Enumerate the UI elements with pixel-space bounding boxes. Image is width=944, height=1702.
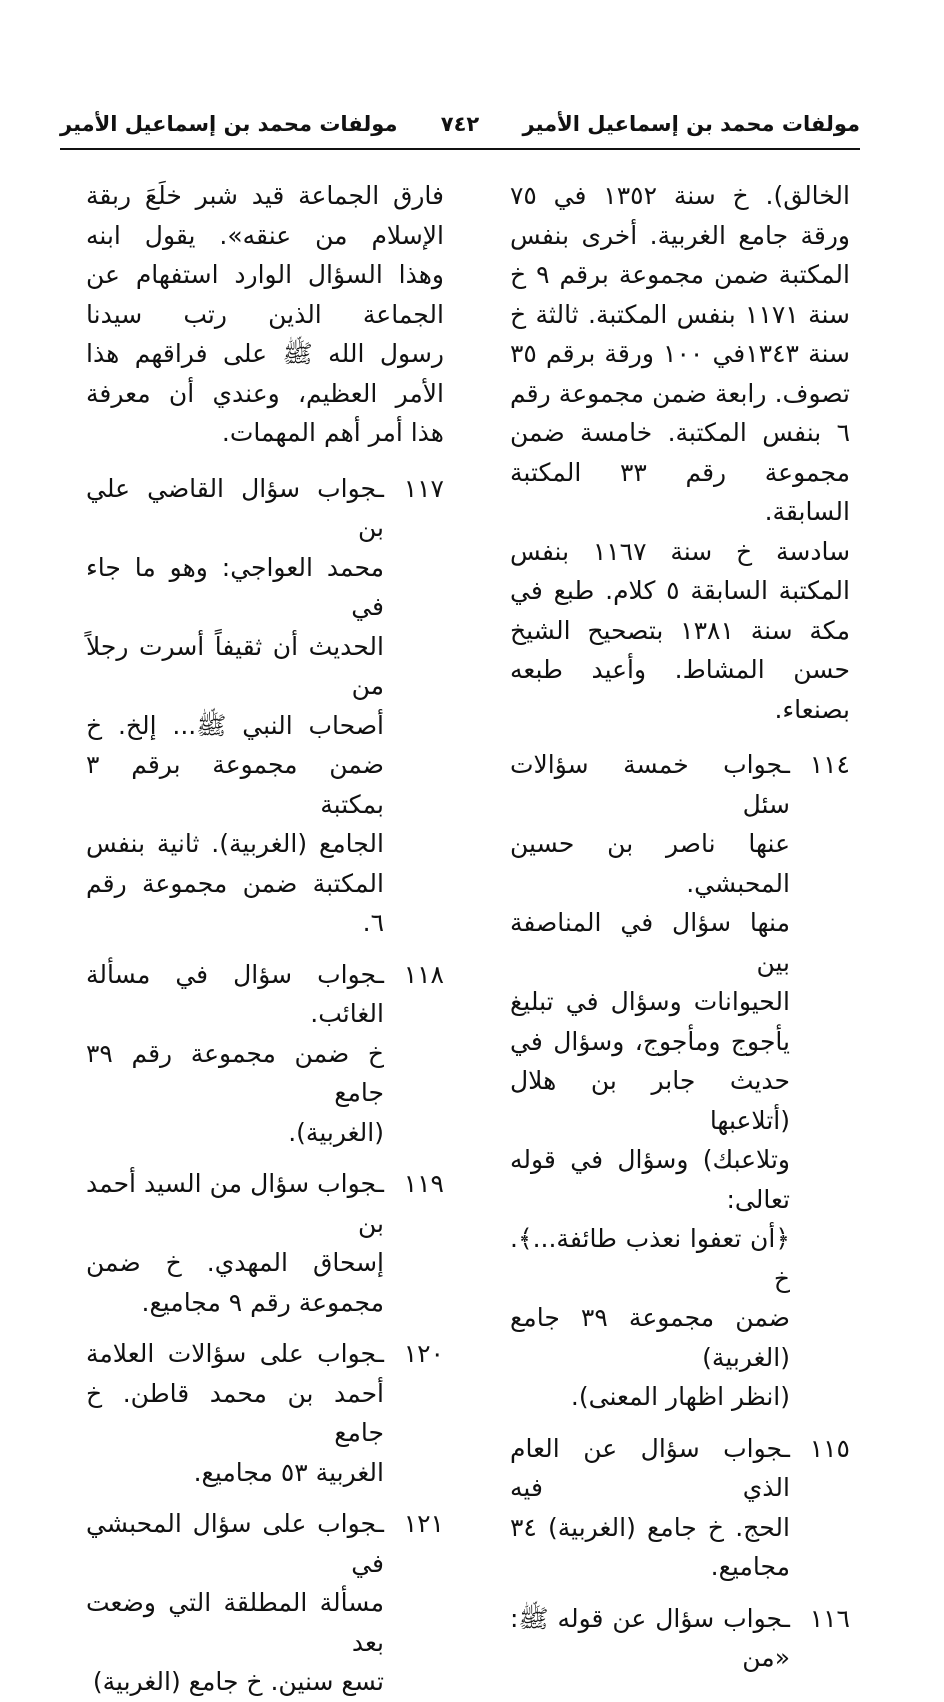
- text-line: مسألة المطلقة التي وضعت بعد: [86, 1588, 384, 1657]
- entry-body: [86, 1374, 444, 1493]
- text-line: رسول الله ﷺ على فراقهم هذا: [86, 339, 444, 368]
- running-title-left: مولفات محمد بن إسماعيل الأمير: [60, 112, 398, 136]
- entry-heading: [510, 1599, 850, 1678]
- entry-number: ١١٨: [403, 959, 444, 989]
- header-rule: [60, 148, 860, 150]
- entry-number: ١١٧: [403, 473, 444, 503]
- page-number: ٧٤٢: [440, 112, 480, 136]
- entry-title: ـجواب سؤال عن العام الذي فيه: [510, 1433, 790, 1502]
- right-column: [510, 176, 851, 1672]
- text-line: (الغربية).: [288, 1117, 384, 1147]
- continuation-text: [86, 176, 444, 453]
- entry-number: ١١٩: [403, 1169, 444, 1198]
- bibliography-entry: [510, 1599, 850, 1678]
- text-line: تصوف. رابعة ضمن مجموعة رقم: [510, 378, 850, 408]
- entry-heading: [86, 1334, 444, 1374]
- text-line: إسحاق المهدي. خ ضمن: [86, 1248, 384, 1277]
- text-line: الحديث أن ثقيفاً أسرت رجلاً من: [86, 631, 384, 700]
- text-line: يأجوج ومأجوج، وسؤال في: [510, 1026, 790, 1056]
- text-line: منها سؤال في المناصفة بين: [510, 908, 790, 977]
- text-line: ﴿أن تعفوا نعذب طائفة...﴾. خ: [510, 1224, 790, 1293]
- entry-number: ١٢١: [403, 1509, 444, 1538]
- text-line: سنة ١٣٤٣في ١٠٠ ورقة برقم ٣٥: [510, 339, 850, 368]
- text-line: الإسلام من عنقه». يقول ابنه: [86, 220, 444, 250]
- text-line: المكتبة السابقة ٥ كلام. طبع في: [510, 576, 851, 605]
- text-line: الغربية ٥٣ مجاميع.: [193, 1457, 384, 1487]
- text-line: عنها ناصر بن حسين المحبشي.: [510, 829, 790, 898]
- text-line: بصنعاء.: [774, 694, 850, 724]
- text-line: مجموعة رقم ٣٣ المكتبة السابقة.: [510, 457, 850, 526]
- text-line: هذا أمر أهم المهمات.: [221, 418, 444, 447]
- entry-number: ١١٦: [809, 1603, 850, 1633]
- text-line: مجاميع.: [710, 1552, 790, 1581]
- text-line: وتلاعبك) وسؤال في قوله تعالى:: [510, 1145, 790, 1214]
- entry-heading: [510, 1429, 850, 1508]
- text-line: حديث جابر بن هلال (أتلاعبها: [510, 1066, 790, 1135]
- entry-list: [510, 745, 850, 1678]
- entry-body: [86, 1243, 444, 1322]
- text-line: سنة ١١٧١ بنفس المكتبة. ثالثة خ: [510, 299, 850, 329]
- entry-number: ١١٥: [809, 1433, 850, 1463]
- text-line: الخالق). خ سنة ١٣٥٢ في ٧٥: [510, 181, 850, 210]
- entry-heading: [86, 1164, 444, 1243]
- text-line: الجماعة الذين رتب سيدنا: [86, 299, 444, 329]
- entry-title: ـجواب خمسة سؤالات سئل: [510, 750, 790, 819]
- entry-title: ـجواب على سؤال المحبشي في: [86, 1509, 384, 1578]
- entry-heading: [86, 955, 444, 1034]
- text-line: الأمر العظيم، وعندي أن معرفة: [86, 378, 444, 408]
- text-line: أحمد بن محمد قاطن. خ جامع: [86, 1378, 384, 1447]
- text-line: مكة سنة ١٣٨١ بتصحيح الشيخ: [510, 615, 850, 645]
- bibliography-entry: [86, 955, 444, 1153]
- entry-number: ١٢٠: [403, 1339, 444, 1368]
- text-line: أصحاب النبي ﷺ... إلخ. خ: [86, 710, 384, 740]
- entry-heading: [510, 745, 850, 824]
- text-line: ٦ بنفس المكتبة. خامسة ضمن: [510, 418, 850, 447]
- entry-list: [86, 469, 444, 1702]
- entry-body: [86, 1583, 444, 1702]
- running-title-right: مولفات محمد بن إسماعيل الأمير: [522, 112, 860, 136]
- entry-title: ـجواب على سؤالات العلامة: [86, 1339, 384, 1368]
- entry-number: ١١٤: [809, 750, 850, 779]
- left-column: [86, 176, 444, 1696]
- text-line: حسن المشاط. وأعيد طبعه: [510, 655, 850, 684]
- entry-body: [510, 1508, 850, 1587]
- entry-title: ـجواب سؤال عن قوله ﷺ: «من: [510, 1603, 790, 1672]
- text-line: المكتبة ضمن مجموعة برقم ٩ خ: [510, 260, 850, 289]
- entry-body: [86, 548, 444, 943]
- text-line: محمد العواجي: وهو ما جاء في: [86, 552, 384, 621]
- bibliography-entry: [86, 1334, 444, 1492]
- text-line: سادسة خ سنة ١١٦٧ بنفس: [510, 536, 851, 566]
- text-line: ورقة جامع الغربية. أخرى بنفس: [510, 220, 850, 250]
- entry-body: [510, 824, 850, 1417]
- running-head: [60, 112, 860, 142]
- text-line: مجموعة رقم ٩ مجاميع.: [141, 1287, 384, 1317]
- text-line: ضمن مجموعة برقم ٣ بمكتبة: [86, 750, 384, 819]
- text-line: وهذا السؤال الوارد استفهام عن: [86, 260, 444, 289]
- bibliography-entry: [86, 1504, 444, 1702]
- entry-heading: [86, 1504, 444, 1583]
- text-line: ضمن مجموعة ٣٩ جامع (الغربية): [510, 1303, 790, 1372]
- entry-heading: [86, 469, 444, 548]
- entry-title: ـجواب سؤال القاضي علي بن: [86, 473, 384, 542]
- text-line: تسع سنين. خ جامع (الغربية): [92, 1667, 384, 1696]
- bibliography-entry: [510, 745, 850, 1417]
- text-line: (انظر اظهار المعنى).: [570, 1382, 790, 1411]
- text-line: الجامع (الغربية). ثانية بنفس: [86, 829, 384, 858]
- entry-title: ـجواب سؤال في مسألة الغائب.: [86, 959, 384, 1028]
- text-line: الحج. خ جامع (الغربية) ٣٤: [510, 1512, 790, 1542]
- bibliography-entry: [86, 469, 444, 943]
- entry-body: [86, 1034, 444, 1153]
- continuation-text: [510, 176, 850, 729]
- bibliography-entry: [510, 1429, 850, 1587]
- bibliography-entry: [86, 1164, 444, 1322]
- text-line: خ ضمن مجموعة رقم ٣٩ جامع: [86, 1038, 384, 1107]
- entry-title: ـجواب سؤال من السيد أحمد بن: [86, 1169, 384, 1238]
- text-line: المكتبة ضمن مجموعة رقم ٦.: [86, 868, 384, 937]
- text-line: الحيوانات وسؤال في تبليغ: [510, 987, 790, 1016]
- text-line: فارق الجماعة قيد شبر خلَعَ ربقة: [86, 181, 444, 210]
